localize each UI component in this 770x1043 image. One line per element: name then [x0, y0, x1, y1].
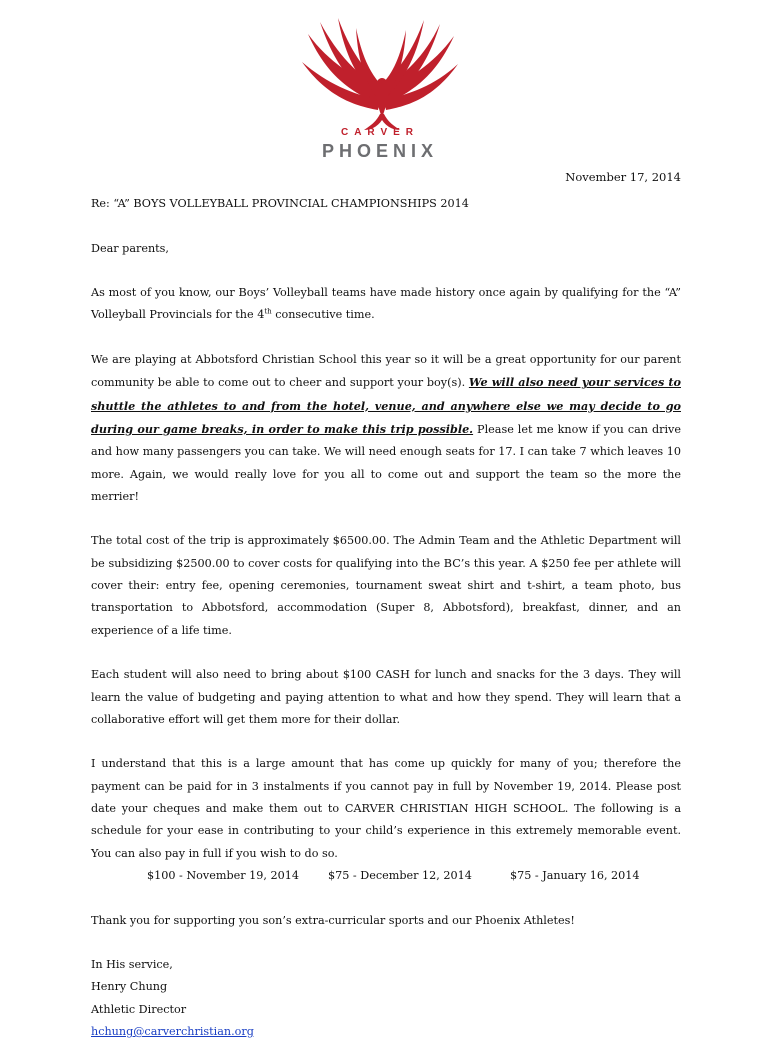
- paragraph-2: [91, 349, 681, 508]
- superscript-th: th: [264, 307, 272, 316]
- paragraph-4: Each student will also need to bring about $100 CASH for lunch and snacks for the 3 days. They will learn the value of budgeting and paying attention to what and how they spend. They will learn that a collaborative effort will get them more for their dollar.: [91, 668, 681, 726]
- schedule-item-2: $75 - December 12, 2014: [328, 868, 472, 882]
- logo-line2: PHOENIX: [321, 141, 439, 161]
- paragraph-1-text-end: consecutive time.: [271, 308, 375, 322]
- closing: In His service,: [91, 958, 173, 972]
- schedule-item-1: $100 - November 19, 2014: [147, 868, 299, 882]
- paragraph-2-text: We are playing at Abbotsford Christian School this year so it will be a great opportunity for our parent community be able to come out to cheer and support your boy(s).: [91, 353, 681, 390]
- thanks-line: Thank you for supporting you son’s extra-curricular sports and our Phoenix Athletes!: [91, 913, 575, 927]
- carver-phoenix-logo: [300, 14, 460, 164]
- paragraph-2-text-end: Please let me know if you can drive and how many passengers you can take. We will need enough seats for 17. I can take 7 which leaves 10 more. Again, we would really love for you all to come out and support the team so the more the merrier!: [91, 422, 681, 503]
- email-link[interactable]: hchung@carverchristian.org: [91, 1024, 254, 1038]
- paragraph-2-emphasis: We will also need your services to shuttle the athletes to and from the hotel, venue, and anywhere else we may decide to go during our game breaks, in order to make this trip possible.: [91, 375, 681, 436]
- logo-line1: CARVER: [340, 127, 420, 138]
- salutation: Dear parents,: [91, 241, 169, 255]
- signer-name: Henry Chung: [91, 980, 168, 994]
- paragraph-3: The total cost of the trip is approximately $6500.00. The Admin Team and the Athletic Department will be subsidizing $2500.00 to cover costs for qualifying into the BC’s this year. A $250 fee per athlete will cover their: entry fee, opening ceremonies, tournament sweat shirt and t-shirt, a team photo, bus transportation to Abbotsford, accommodation (Super 8, Abbotsford), breakfast, dinner, and an experience of a life time.: [91, 534, 681, 637]
- schedule-item-3: $75 - January 16, 2014: [510, 868, 640, 882]
- paragraph-1-text: As most of you know, our Boys’ Volleyball teams have made history once again by qualifying for the “A” Volleyball Provincials for the 4: [91, 286, 681, 322]
- letter-body: [91, 193, 681, 1043]
- phoenix-bird-icon: [300, 14, 460, 164]
- signer-title: Athletic Director: [91, 1002, 187, 1016]
- paragraph-5: I understand that this is a large amount that has come up quickly for many of you; therefore the payment can be paid for in 3 instalments if you cannot pay in full by November 19, 2014. Please post date your cheques and make them out to CARVER CHRISTIAN HIGH SCHOOL. The following is a schedule for your ease in contributing to your child’s experience in this extremely memorable event. You can also pay in full if you wish to do so.: [91, 757, 681, 860]
- subject-line: Re: “A” BOYS VOLLEYBALL PROVINCIAL CHAMPIONSHIPS 2014: [91, 197, 469, 210]
- paragraph-1: [91, 282, 681, 327]
- payment-schedule: [91, 865, 681, 887]
- letter-date: November 17, 2014: [565, 170, 681, 184]
